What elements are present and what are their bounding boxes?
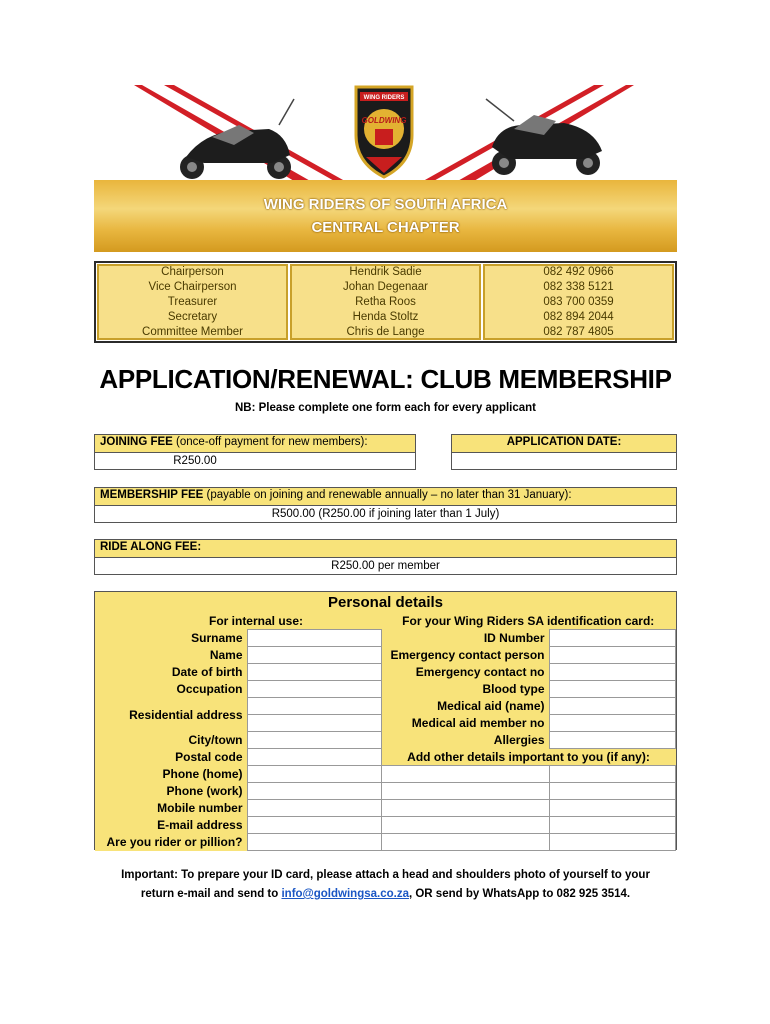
other-details-input[interactable] <box>381 834 549 851</box>
member-name: Hendrik Sadie <box>349 265 422 278</box>
membership-fee-box <box>94 487 677 523</box>
field-label: Postal code <box>95 749 247 766</box>
address-input-2[interactable] <box>247 715 381 732</box>
name-input[interactable] <box>247 647 381 664</box>
ride-along-fee-value: R250.00 per member <box>331 560 440 572</box>
application-date-field[interactable] <box>452 453 676 470</box>
ride-along-fee-label: RIDE ALONG FEE: <box>95 540 676 558</box>
field-label: Emergency contact no <box>381 664 549 681</box>
role: Vice Chairperson <box>148 280 237 293</box>
other-details-input[interactable] <box>381 783 549 800</box>
field-label: Medical aid member no <box>381 715 549 732</box>
committee-names <box>290 264 481 340</box>
field-label: Mobile number <box>95 800 247 817</box>
member-name: Retha Roos <box>355 295 416 308</box>
other-details-input[interactable] <box>381 766 549 783</box>
personal-details-section <box>94 591 677 850</box>
allergies-input[interactable] <box>549 732 676 749</box>
city-input[interactable] <box>247 732 381 749</box>
field-label: City/town <box>95 732 247 749</box>
role: Committee Member <box>142 325 243 338</box>
field-label: Emergency contact person <box>381 647 549 664</box>
field-label: Allergies <box>381 732 549 749</box>
application-date-label: APPLICATION DATE: <box>452 435 676 453</box>
field-label: Are you rider or pillion? <box>95 834 247 851</box>
emergency-contact-input[interactable] <box>549 647 676 664</box>
emergency-number-input[interactable] <box>549 664 676 681</box>
field-label: Blood type <box>381 681 549 698</box>
phone-home-input[interactable] <box>247 766 381 783</box>
field-label: Residential address <box>95 698 247 732</box>
membership-fee-label: MEMBERSHIP FEE (payable on joining and renewable annually – no later than 31 January): <box>95 488 676 506</box>
email-link[interactable]: info@goldwingsa.co.za <box>281 888 409 900</box>
role: Treasurer <box>167 295 218 308</box>
field-label: Medical aid (name) <box>381 698 549 715</box>
other-details-input[interactable] <box>381 800 549 817</box>
field-label: Phone (home) <box>95 766 247 783</box>
chapter-banner <box>94 180 677 252</box>
field-label: ID Number <box>381 630 549 647</box>
goldwing-logo <box>356 87 412 177</box>
role: Secretary <box>167 310 218 323</box>
member-name: Henda Stoltz <box>352 310 419 323</box>
committee-roles <box>97 264 288 340</box>
field-label: Name <box>95 647 247 664</box>
email-input[interactable] <box>247 817 381 834</box>
role: Chairperson <box>161 265 224 278</box>
banner-title: WING RIDERS OF SOUTH AFRICA <box>263 196 508 213</box>
banner-subtitle: CENTRAL CHAPTER <box>311 219 460 236</box>
field-label: Date of birth <box>95 664 247 681</box>
surname-input[interactable] <box>247 630 381 647</box>
other-details-input[interactable] <box>549 766 676 783</box>
joining-fee-label: JOINING FEE (once-off payment for new members): <box>95 435 415 453</box>
phone-work-input[interactable] <box>247 783 381 800</box>
important-note <box>94 866 677 904</box>
medical-aid-input[interactable] <box>549 698 676 715</box>
committee-phones <box>483 264 674 340</box>
joining-fee-value: R250.00 <box>173 455 217 467</box>
logo-mid-text: GOLDWING <box>361 116 407 125</box>
internal-use-heading: For internal use: <box>95 613 381 630</box>
logo-top-text: WING RIDERS <box>363 95 405 101</box>
id-card-heading: For your Wing Riders SA identification card: <box>381 613 676 630</box>
postal-code-input[interactable] <box>247 749 381 766</box>
field-label: Surname <box>95 630 247 647</box>
page-title: APPLICATION/RENEWAL: CLUB MEMBERSHIP <box>99 364 672 394</box>
rider-pillion-input[interactable] <box>247 834 381 851</box>
other-details-input[interactable] <box>549 834 676 851</box>
personal-details-heading: Personal details <box>95 592 676 613</box>
member-phone: 083 700 0359 <box>543 295 614 308</box>
field-label: E-mail address <box>95 817 247 834</box>
field-label: Occupation <box>95 681 247 698</box>
member-phone: 082 492 0966 <box>543 265 614 278</box>
occupation-input[interactable] <box>247 681 381 698</box>
member-name: Johan Degenaar <box>342 280 429 293</box>
important-line-1: Important: To prepare your ID card, please attach a head and shoulders photo of yourself to your <box>121 869 650 881</box>
other-details-input[interactable] <box>381 817 549 834</box>
personal-details-table <box>95 613 676 851</box>
field-label: Phone (work) <box>95 783 247 800</box>
joining-fee-box <box>94 434 416 470</box>
member-phone: 082 338 5121 <box>543 280 614 293</box>
other-details-input[interactable] <box>549 817 676 834</box>
medical-aid-number-input[interactable] <box>549 715 676 732</box>
important-line-2: return e-mail and send to info@goldwingsa.co.za, OR send by WhatsApp to 082 925 3514. <box>140 888 631 900</box>
member-phone: 082 787 4805 <box>543 325 614 338</box>
address-input-1[interactable] <box>247 698 381 715</box>
blood-type-input[interactable] <box>549 681 676 698</box>
other-details-input[interactable] <box>549 800 676 817</box>
mobile-input[interactable] <box>247 800 381 817</box>
other-details-input[interactable] <box>549 783 676 800</box>
application-date-box <box>451 434 677 470</box>
dob-input[interactable] <box>247 664 381 681</box>
id-number-input[interactable] <box>549 630 676 647</box>
member-name: Chris de Lange <box>346 325 425 338</box>
committee-table <box>94 261 677 343</box>
nb-note: NB: Please complete one form each for every applicant <box>234 402 537 414</box>
membership-fee-value: R500.00 (R250.00 if joining later than 1 July) <box>271 508 500 520</box>
ride-along-fee-box <box>94 539 677 575</box>
member-phone: 082 894 2044 <box>543 310 614 323</box>
other-details-heading: Add other details important to you (if any): <box>381 749 676 766</box>
